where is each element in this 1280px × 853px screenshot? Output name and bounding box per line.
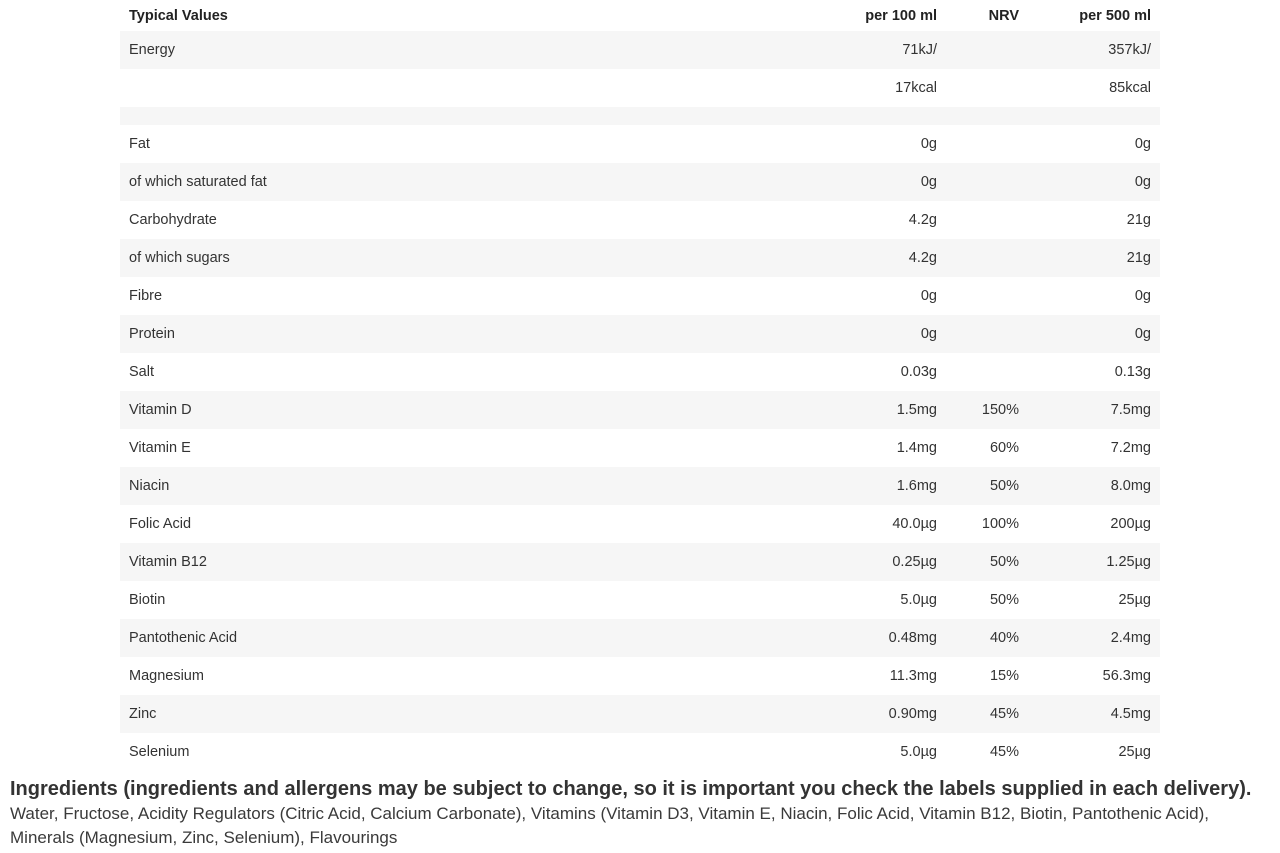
nrv-value: 50% bbox=[946, 543, 1028, 581]
nutrient-name: Salt bbox=[129, 364, 154, 380]
nutrient-name: Biotin bbox=[129, 592, 166, 608]
nrv-value bbox=[946, 201, 1028, 239]
header-nrv: NRV bbox=[988, 7, 1019, 24]
table-row bbox=[120, 201, 1160, 239]
nutrient-name: Niacin bbox=[120, 467, 788, 505]
value-per-500ml: 56.3mg bbox=[1102, 668, 1151, 684]
nrv-value: 150% bbox=[946, 391, 1028, 429]
value-per-100ml: 0g bbox=[788, 315, 946, 353]
value-per-500ml: 4.5mg bbox=[1028, 695, 1160, 733]
nutrient-name bbox=[120, 107, 788, 125]
nutrient-name: Energy bbox=[120, 31, 788, 69]
header-typical-values: Typical Values bbox=[129, 7, 228, 24]
value-per-500ml: 7.5mg bbox=[1028, 391, 1160, 429]
value-per-100ml: 4.2g bbox=[788, 239, 946, 277]
nutrition-table-body bbox=[120, 31, 1160, 771]
value-per-500ml: 7.2mg bbox=[1110, 440, 1151, 456]
ingredients-text: Water, Fructose, Acidity Regulators (Citric Acid, Calcium Carbonate), Vitamins (Vitamin D3, Vitamin E, Niacin, Folic Acid, Vitamin B12, Biotin, Pantothenic Acid), Minerals (Magnesium, Zinc, Selenium), Flavourings bbox=[10, 804, 1209, 847]
value-per-100ml: 5.0µg bbox=[900, 744, 937, 760]
nrv-value bbox=[946, 277, 1028, 315]
nutrient-name: Folic Acid bbox=[129, 516, 192, 532]
table-row bbox=[120, 277, 1160, 315]
value-per-500ml: 200µg bbox=[1110, 516, 1151, 532]
value-per-500ml: 21g bbox=[1028, 239, 1160, 277]
value-per-100ml: 0g bbox=[920, 136, 937, 152]
nutrient-name: Protein bbox=[120, 315, 788, 353]
value-per-100ml: 0.90mg bbox=[788, 695, 946, 733]
value-per-500ml bbox=[1028, 107, 1160, 125]
value-per-500ml: 2.4mg bbox=[1028, 619, 1160, 657]
nrv-value: 40% bbox=[946, 619, 1028, 657]
table-row bbox=[120, 543, 1160, 581]
value-per-100ml bbox=[788, 107, 946, 125]
value-per-100ml: 0g bbox=[788, 163, 946, 201]
value-per-100ml: 1.5mg bbox=[788, 391, 946, 429]
nrv-value: 15% bbox=[989, 668, 1019, 684]
value-per-100ml: 0.48mg bbox=[788, 619, 946, 657]
header-per-100ml: per 100 ml bbox=[865, 7, 937, 24]
nutrient-name bbox=[120, 69, 788, 107]
value-per-500ml: 0.13g bbox=[1114, 364, 1151, 380]
value-per-500ml: 25µg bbox=[1118, 592, 1151, 608]
nutrient-name: of which sugars bbox=[120, 239, 788, 277]
nutrient-name: of which saturated fat bbox=[120, 163, 788, 201]
value-per-500ml: 0g bbox=[1134, 288, 1151, 304]
ingredients-heading: Ingredients (ingredients and allergens may be subject to change, so it is important you check the labels supplied in each delivery). bbox=[10, 778, 1252, 800]
value-per-100ml: 0.25µg bbox=[788, 543, 946, 581]
value-per-100ml: 1.6mg bbox=[788, 467, 946, 505]
nutrient-name: Zinc bbox=[120, 695, 788, 733]
nrv-value: 60% bbox=[989, 440, 1019, 456]
value-per-100ml: 0g bbox=[920, 288, 937, 304]
table-row bbox=[120, 733, 1160, 771]
nrv-value bbox=[946, 31, 1028, 69]
nrv-value: 100% bbox=[981, 516, 1019, 532]
header-per-500ml: per 500 ml bbox=[1079, 7, 1151, 24]
nrv-value: 50% bbox=[946, 467, 1028, 505]
table-row bbox=[120, 657, 1160, 695]
table-row bbox=[120, 695, 1160, 733]
nutrient-name: Vitamin E bbox=[129, 440, 191, 456]
table-header-row bbox=[120, 0, 1160, 31]
value-per-500ml: 0g bbox=[1134, 136, 1151, 152]
nutrient-name: Magnesium bbox=[129, 668, 204, 684]
table-row bbox=[120, 31, 1160, 69]
value-per-100ml: 4.2g bbox=[908, 212, 937, 228]
table-row bbox=[120, 239, 1160, 277]
nrv-value: 45% bbox=[946, 695, 1028, 733]
value-per-100ml: 71kJ/ bbox=[788, 31, 946, 69]
table-row bbox=[120, 353, 1160, 391]
value-per-500ml: 25µg bbox=[1118, 744, 1151, 760]
table-row bbox=[120, 69, 1160, 107]
value-per-100ml: 11.3mg bbox=[889, 668, 937, 684]
table-row bbox=[120, 315, 1160, 353]
value-per-500ml: 85kcal bbox=[1109, 80, 1151, 96]
table-row bbox=[120, 125, 1160, 163]
nutrient-name: Fibre bbox=[129, 288, 163, 304]
nrv-value: 50% bbox=[989, 592, 1019, 608]
value-per-500ml: 0g bbox=[1028, 163, 1160, 201]
value-per-100ml: 0.03g bbox=[900, 364, 937, 380]
nrv-value bbox=[946, 239, 1028, 277]
table-row bbox=[120, 467, 1160, 505]
value-per-500ml: 21g bbox=[1126, 212, 1151, 228]
value-per-100ml: 17kcal bbox=[895, 80, 937, 96]
table-row bbox=[120, 391, 1160, 429]
nutrient-name: Selenium bbox=[129, 744, 190, 760]
table-row bbox=[120, 107, 1160, 125]
nutrient-name: Pantothenic Acid bbox=[120, 619, 788, 657]
nutrition-table bbox=[120, 0, 1160, 771]
nutrient-name: Vitamin B12 bbox=[120, 543, 788, 581]
table-row bbox=[120, 581, 1160, 619]
nutrient-name: Fat bbox=[129, 136, 150, 152]
nrv-value: 45% bbox=[989, 744, 1019, 760]
nrv-value bbox=[946, 353, 1028, 391]
table-row bbox=[120, 429, 1160, 467]
value-per-500ml: 8.0mg bbox=[1028, 467, 1160, 505]
nrv-value bbox=[946, 107, 1028, 125]
nrv-value bbox=[946, 69, 1028, 107]
value-per-100ml: 1.4mg bbox=[896, 440, 937, 456]
nutrient-name: Vitamin D bbox=[120, 391, 788, 429]
nutrient-name: Carbohydrate bbox=[129, 212, 217, 228]
value-per-500ml: 357kJ/ bbox=[1028, 31, 1160, 69]
value-per-500ml: 0g bbox=[1028, 315, 1160, 353]
value-per-100ml: 5.0µg bbox=[900, 592, 937, 608]
value-per-100ml: 40.0µg bbox=[892, 516, 937, 532]
ingredients-section bbox=[10, 776, 1275, 850]
nrv-value bbox=[946, 163, 1028, 201]
value-per-500ml: 1.25µg bbox=[1028, 543, 1160, 581]
table-row bbox=[120, 163, 1160, 201]
table-row bbox=[120, 505, 1160, 543]
nrv-value bbox=[946, 125, 1028, 163]
table-row bbox=[120, 619, 1160, 657]
nrv-value bbox=[946, 315, 1028, 353]
